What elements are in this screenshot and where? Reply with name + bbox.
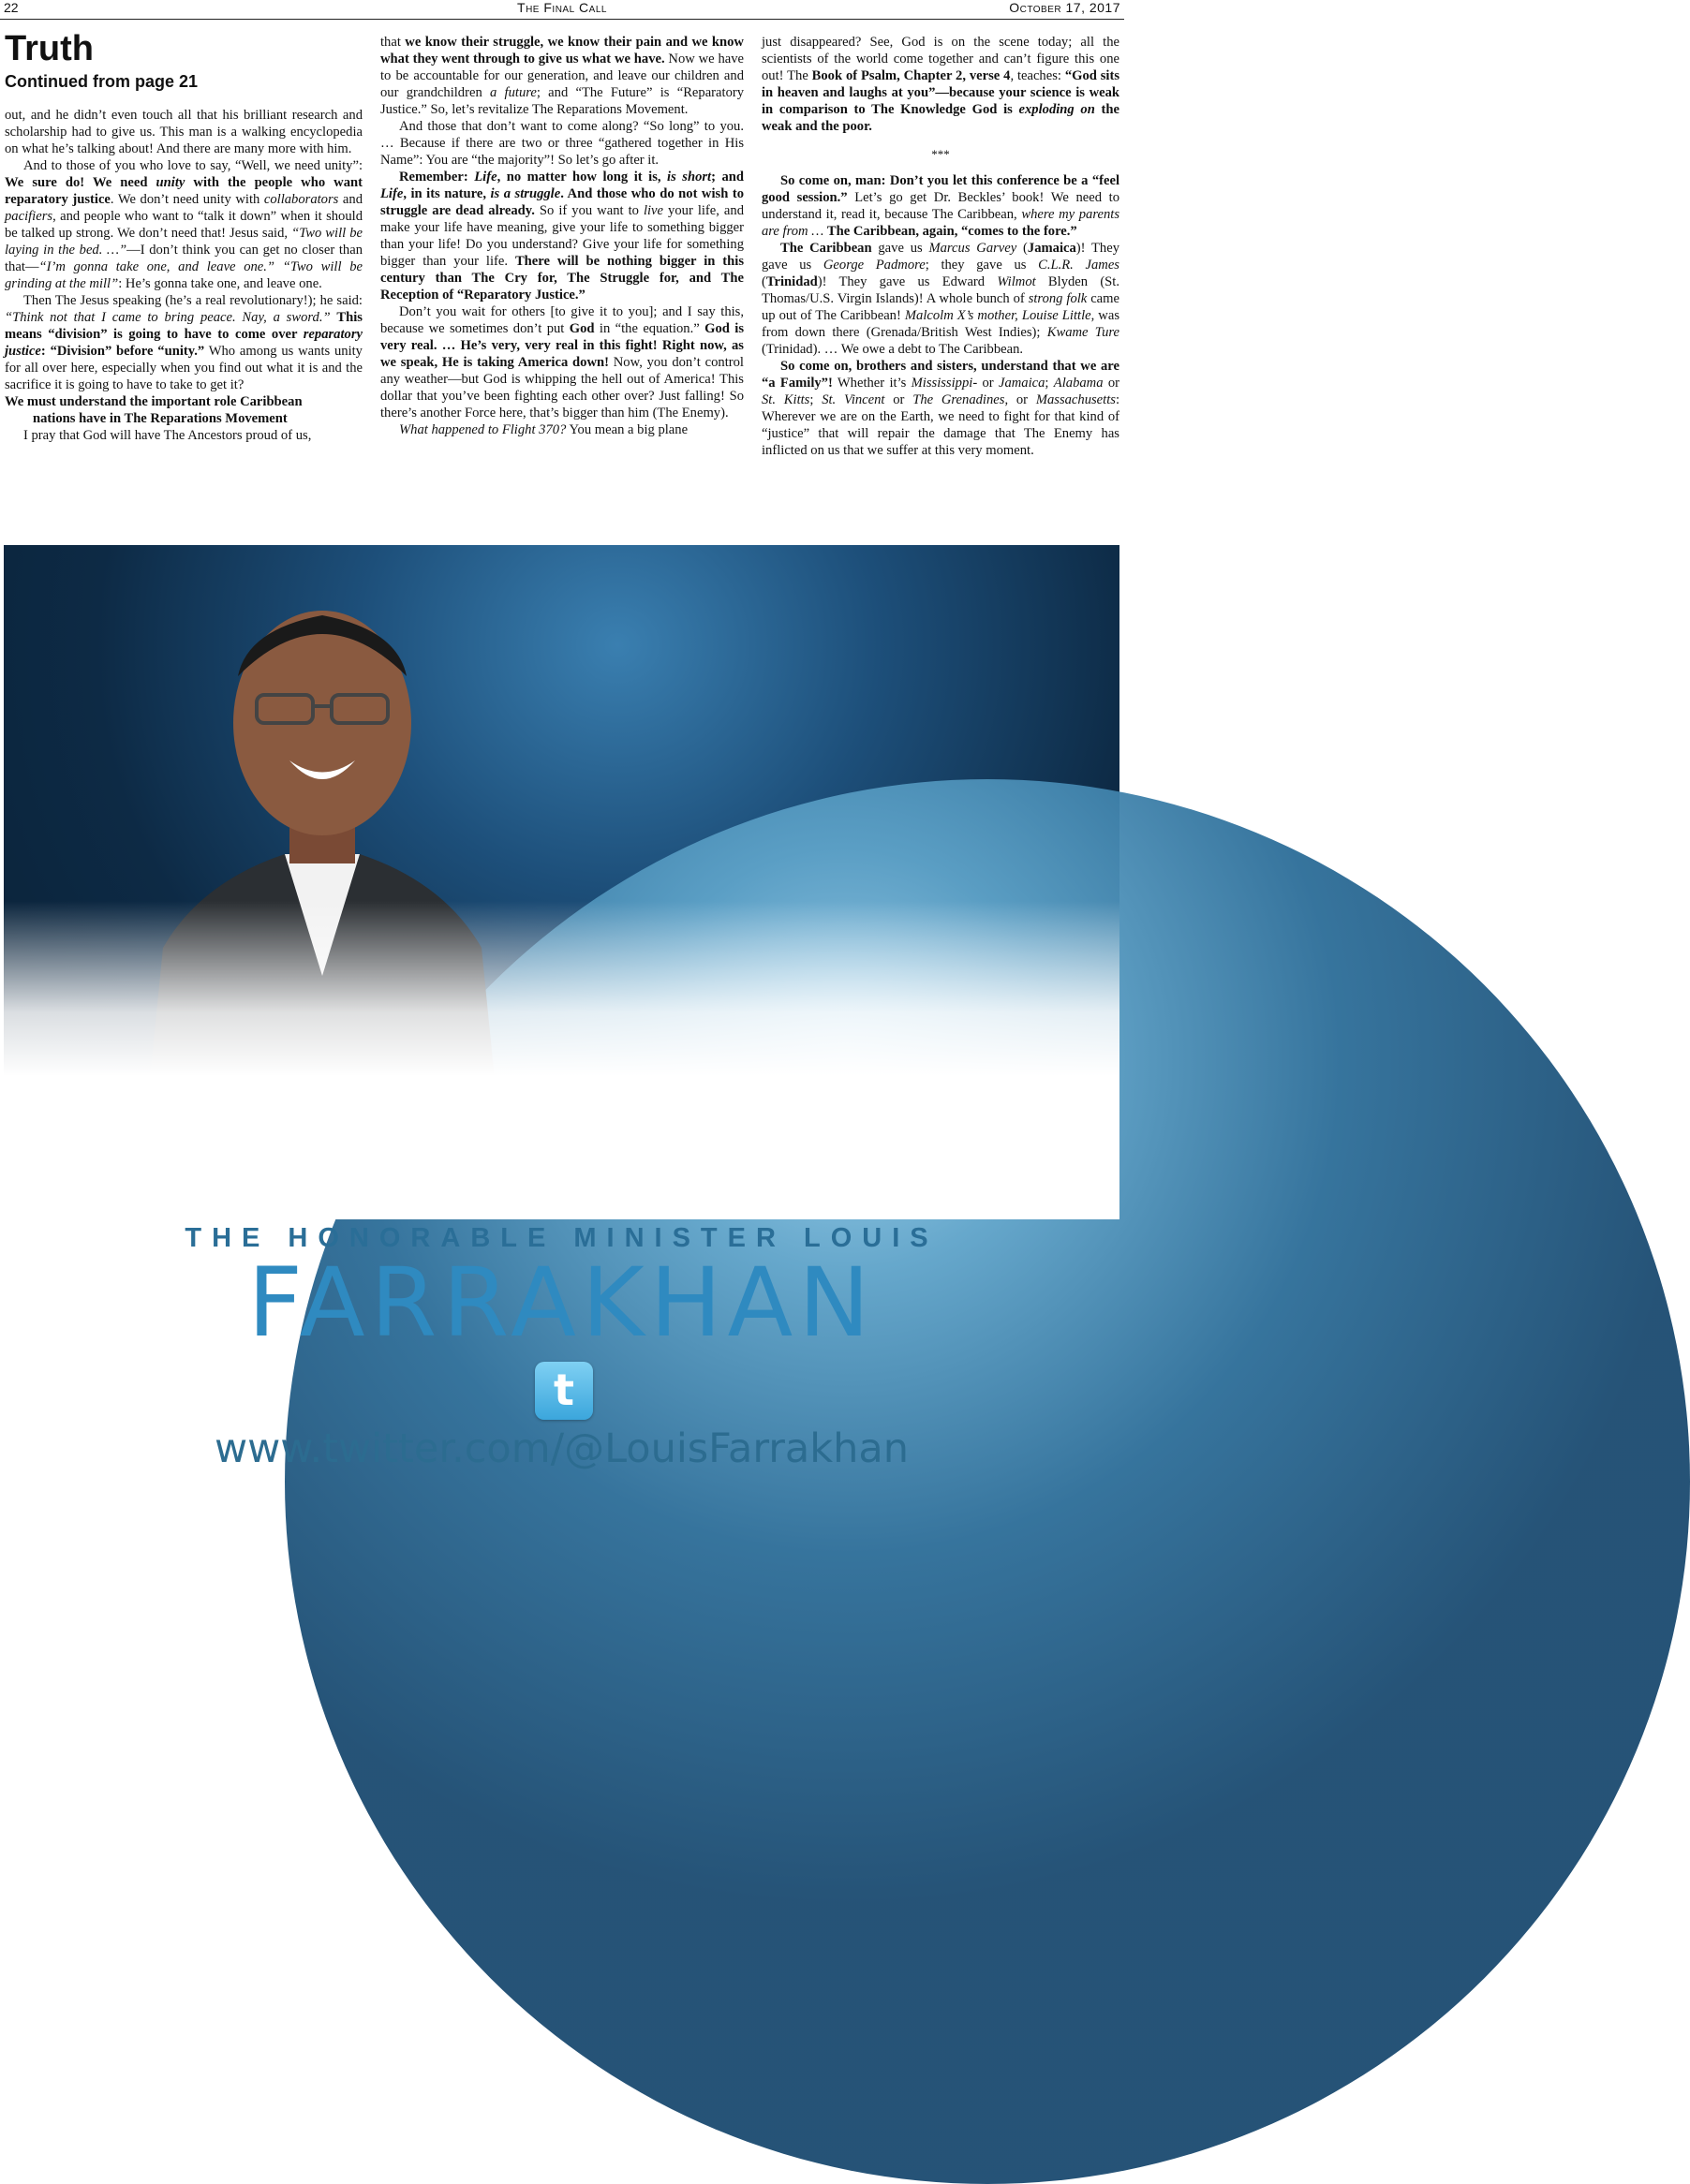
paragraph: Then The Jesus speaking (he’s a real revolutionary!); he said: “Think not that I came to bring peace. Nay, a sword.” This means “division” is going to have to come over reparatory justice: “Division” before “unity.” Who among us wants unity for all over here, especially when you find out what it is and the sacrifice it is going to have to take to get it? (5, 293, 363, 392)
paragraph: I pray that God will have The Ancestors proud of us, (23, 428, 312, 443)
paragraph: And to those of you who love to say, “Well, we need unity”: We sure do! We need unity with the people who want reparatory justice. We don’t need unity with collaborators and pacifiers, and people who want to “talk it down” when it should be talked up strong. We don’t need that! Jesus said, “Two will be laying in the bed. …”—I don’t think you can get no closer than that—“I’m gonna take one, and leave one.” “Two will be grinding at the mill”: He’s gonna take one, and leave one. (5, 158, 363, 291)
column-1 (5, 29, 363, 444)
page-header (0, 0, 1124, 20)
paragraph: So come on, man: Don’t you let this conference be a “feel good session.” Let’s go get Dr. Beckles’ book! We need to understand it, read it, because The Caribbean, where my parents are from … The Caribbean, again, “comes to the fore.” (762, 173, 1119, 239)
continued-from: Continued from page 21 (5, 72, 199, 91)
paragraph: The Caribbean gave us Marcus Garvey (Jamaica)! They gave us George Padmore; they gave us C.L.R. James (Trinidad)! They gave us Edward Wilmot Blyden (St. Thomas/U.S. Virgin Islands)! A whole bunch of strong folk came up out of The Caribbean! Malcolm X’s mother, Louise Little, was from down there (Grenada/British West Indies); Kwame Ture (Trinidad). … We owe a debt to The Caribbean. (762, 241, 1120, 357)
paragraph: out, and he didn’t even touch all that his brilliant research and scholarship had to give us. This man is a walking encyclopedia on what he’s talking about! And there are many more with him. (5, 108, 363, 156)
ad-subtitle: THE HONORABLE MINISTER LOUIS (185, 1223, 939, 1253)
article-title: Truth (5, 29, 94, 68)
paragraph: that we know their struggle, we know their pain and we know what they went through to give us what we have. Now we have to be accountable for our generation, and leave our children and our grandchildren a future; and “The Future” is “Reparatory Justice.” So, let’s revitalize The Reparations Movement. (380, 35, 745, 117)
twitter-url[interactable]: www.twitter.com/@LouisFarrakhan (214, 1425, 910, 1472)
advertisement (4, 545, 1119, 1472)
issue-date: October 17, 2017 (1009, 0, 1120, 15)
column-2 (380, 34, 744, 438)
column-3 (762, 34, 1119, 459)
subheading: We must understand the important role Caribbean nations have in The Reparations Movement (5, 394, 303, 426)
ad-headline: FARRAKHAN (247, 1247, 876, 1359)
paragraph: just disappeared? See, God is on the scene today; all the scientists of the world come together and can’t figure this one out! The Book of Psalm, Chapter 2, verse 4, teaches: “God sits in heaven and laughs at you”—because your science is weak in comparison to The Knowledge God is exploding on the weak and the poor. (762, 35, 1120, 134)
page-number: 22 (4, 0, 19, 15)
paragraph: Don’t you wait for others [to give it to you]; and I say this, because we sometimes don’t put God in “the equation.” God is very real. … He’s very, very real in this fight! Right now, as we speak, He is taking America down! Now, you don’t control any weather—but God is whipping the hell out of America! This dollar that you’ve been fighting each other over? Just falling! So there’s another Force here, that’s bigger than him (The Enemy). (380, 304, 744, 421)
paragraph: Remember: Life, no matter how long it is, is short; and Life, in its nature, is a struggle. And those who do not wish to struggle are dead already. So if you want to live your life, and make your life have meaning, give your life to something bigger than your life! Do you understand? Give your life for something bigger than your life. There will be nothing bigger in this century than The Cry for, The Struggle for, and The Reception of “Reparatory Justice.” (380, 170, 745, 303)
paragraph: And those that don’t want to come along? “So long” to you. … Because if there are two or three “gathered together in His Name”: You are “the majority”! So let’s go after it. (380, 119, 744, 168)
light-glow (4, 901, 1119, 1219)
section-divider: *** (931, 147, 950, 161)
paragraph: So come on, brothers and sisters, understand that we are “a Family”! Whether it’s Mississippi- or Jamaica; Alabama or St. Kitts; St. Vincent or The Grenadines, or Massachusetts: Wherever we are on the Earth, we need to fight for that kind of “justice” that will repair the damage that The Enemy has inflicted on us that we suffer at this very moment. (762, 359, 1120, 458)
paragraph: What happened to Flight 370? You mean a big plane (399, 422, 689, 437)
publication-name: The Final Call (517, 0, 607, 15)
twitter-icon[interactable]: t (535, 1362, 593, 1420)
